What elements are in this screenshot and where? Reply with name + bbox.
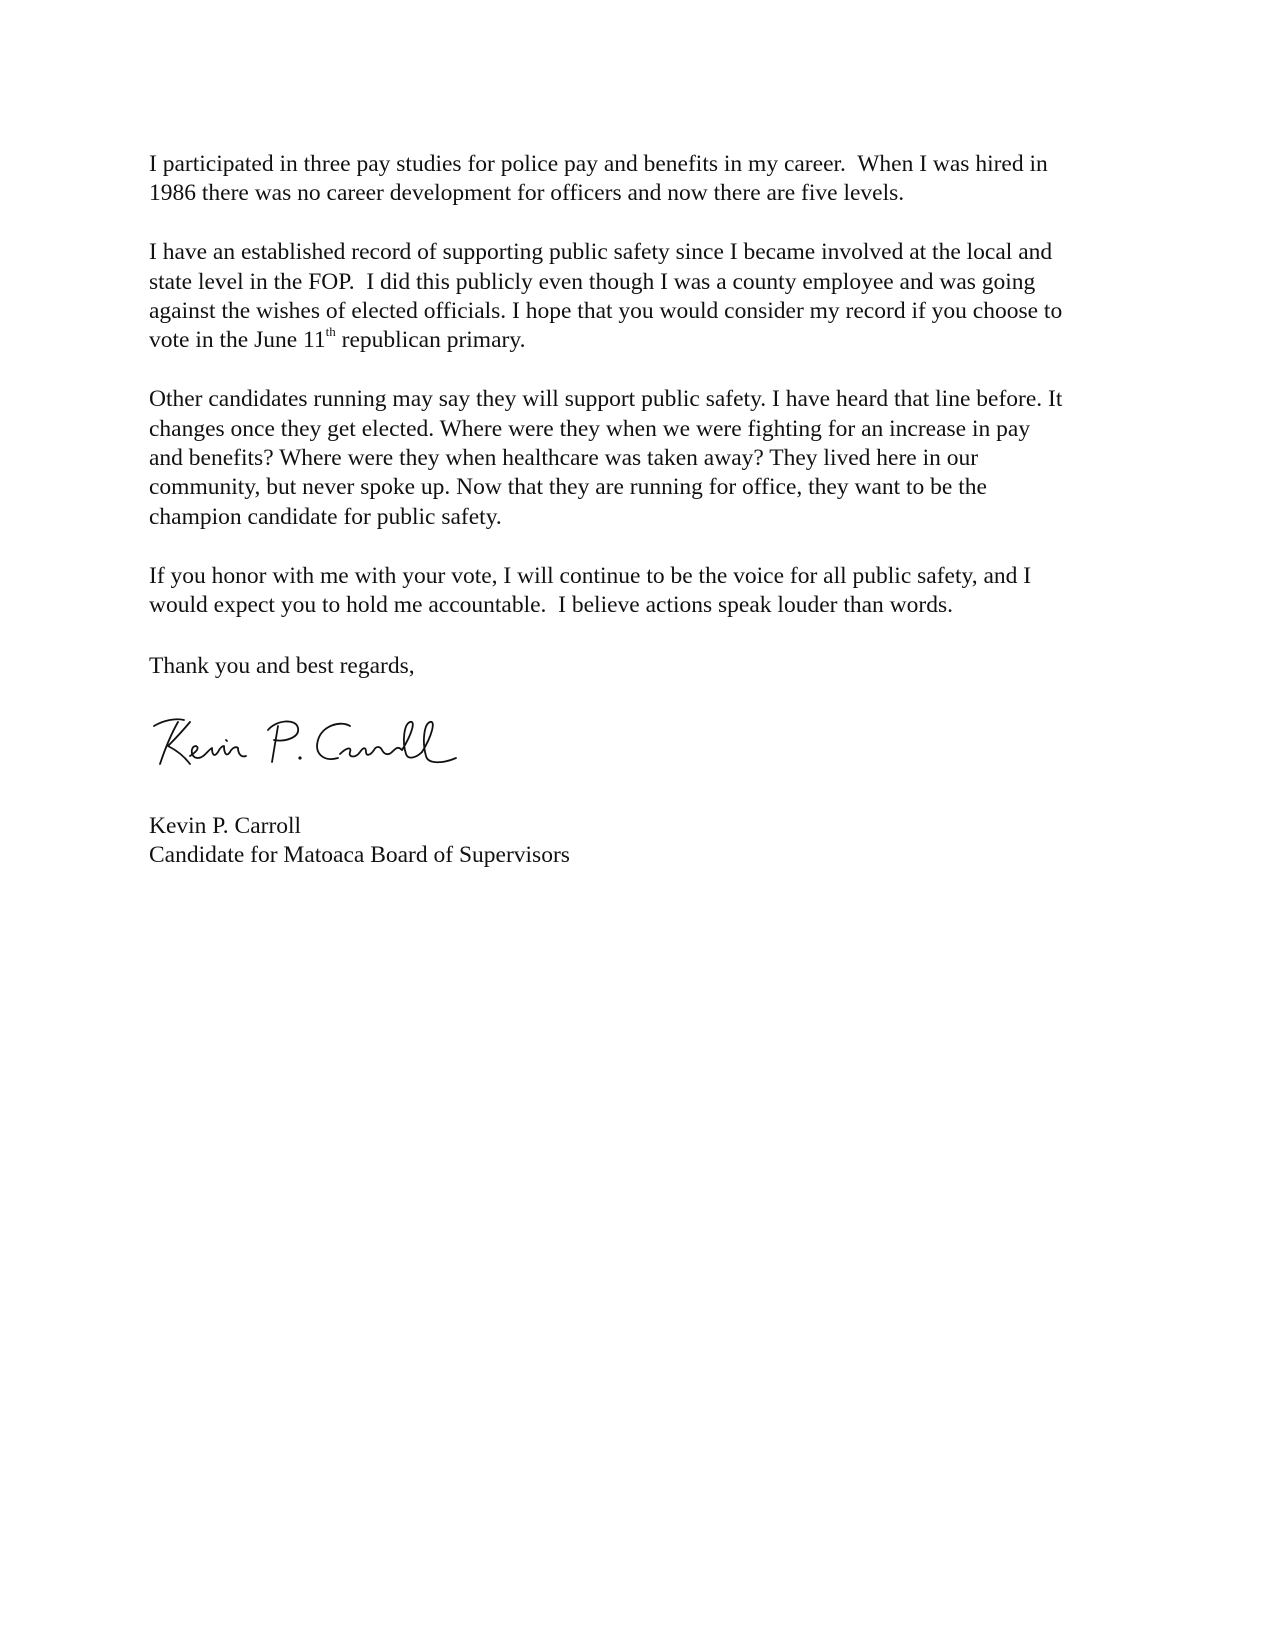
- text-line: I participated in three pay studies for police pay and benefits in my career. When I was hired in: [149, 151, 1048, 177]
- text-line: changes once they get elected. Where were they when we were fighting for an increase in pay: [149, 415, 1031, 442]
- paragraph-record: [149, 238, 1139, 356]
- text-line: against the wishes of elected officials. I hope that you would consider my record if you choose to: [149, 298, 1063, 325]
- text-line: state level in the FOP. I did this publicly even though I was a county employee and was going: [149, 268, 1036, 295]
- primary-date-text: vote in the June 11: [149, 327, 326, 354]
- ordinal-superscript: th: [325, 323, 336, 339]
- paragraph-pay-studies: [149, 150, 1139, 209]
- text-line: If you honor with me with your vote, I will continue to be the voice for all public safety, and I: [149, 562, 1032, 589]
- signer-title: Candidate for Matoaca Board of Supervisors: [149, 842, 570, 869]
- paragraph-other-candidates: [149, 385, 1139, 532]
- text-line: I have an established record of supporting public safety since I became involved at the local and: [149, 239, 1053, 266]
- text-line: and benefits? Where were they when healthcare was taken away? They lived here in our: [149, 445, 979, 472]
- text-line: would expect you to hold me accountable. I believe actions speak louder than words.: [149, 592, 953, 619]
- text-line: community, but never spoke up. Now that they are running for office, they want to be the: [149, 474, 987, 501]
- letter-body: [149, 150, 1139, 650]
- signer-name: Kevin P. Carroll: [149, 813, 302, 839]
- paragraph-vote-request: [149, 562, 1139, 621]
- signature-block: [149, 812, 570, 871]
- handwritten-signature: [150, 712, 470, 772]
- text-line: champion candidate for public safety.: [149, 503, 502, 530]
- text-line-primary-date: [149, 323, 1139, 355]
- closing-line: Thank you and best regards,: [149, 653, 415, 679]
- primary-text: republican primary.: [335, 327, 526, 354]
- text-line: Other candidates running may say they will support public safety. I have heard that line before. It: [149, 386, 1063, 413]
- text-line: 1986 there was no career development for officers and now there are five levels.: [149, 180, 905, 207]
